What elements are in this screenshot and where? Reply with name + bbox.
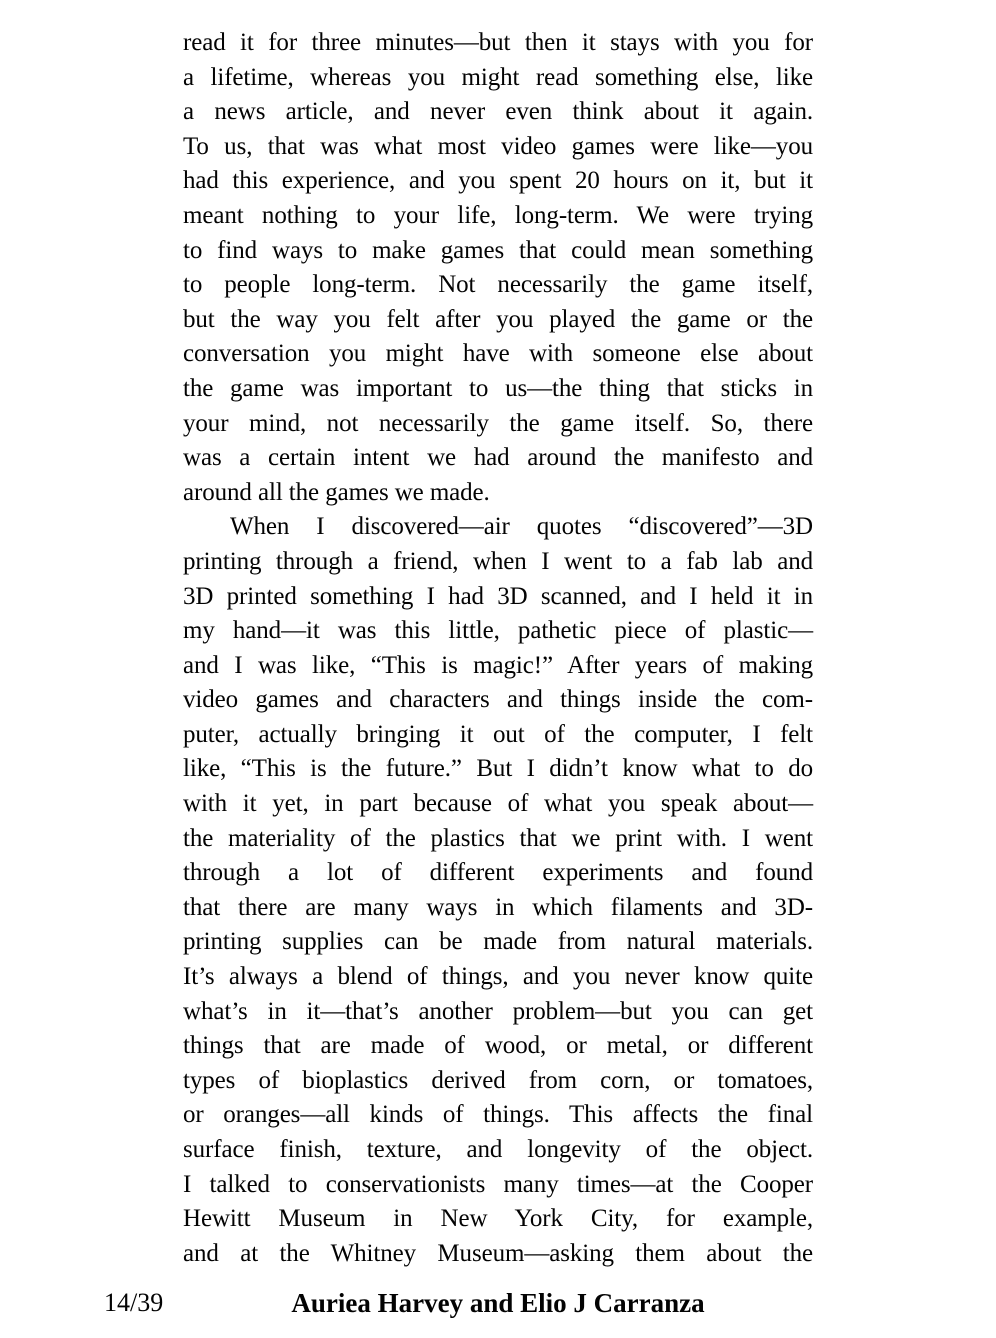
text-line: or oranges—all kinds of things. This affects the final bbox=[183, 1101, 813, 1129]
text-line: Hewitt Museum in New York City, for example, bbox=[183, 1205, 813, 1233]
text-line: 3D printed something I had 3D scanned, and I held it in bbox=[183, 582, 813, 610]
text-line: your mind, not necessarily the game itself. So, there bbox=[183, 409, 813, 437]
text-line: around all the games we made. bbox=[183, 478, 490, 506]
text-line: meant nothing to your life, long-term. We were trying bbox=[183, 201, 813, 229]
text-line: surface finish, texture, and longevity of the object. bbox=[183, 1136, 813, 1163]
text-line: When I discovered—air quotes “discovered”—3D bbox=[230, 513, 813, 541]
text-line: what’s in it—that’s another problem—but you can get bbox=[183, 997, 813, 1025]
text-line: and I was like, “This is magic!” After years of making bbox=[183, 651, 813, 679]
text-line: types of bioplastics derived from corn, or tomatoes, bbox=[183, 1066, 813, 1094]
text-line: It’s always a blend of things, and you never know quite bbox=[183, 963, 813, 991]
text-line: was a certain intent we had around the manifesto and bbox=[183, 444, 813, 472]
text-line: video games and characters and things inside the com- bbox=[183, 686, 813, 714]
text-line: my hand—it was this little, pathetic piece of plastic— bbox=[183, 617, 813, 645]
text-line: a news article, and never even think about it again. bbox=[183, 98, 813, 126]
text-line: To us, that was what most video games were like—you bbox=[183, 132, 813, 160]
text-line: but the way you felt after you played the game or the bbox=[183, 305, 813, 333]
page-footer bbox=[0, 1286, 996, 1326]
body-text bbox=[183, 26, 813, 1271]
text-line: a lifetime, whereas you might read something else, like bbox=[183, 63, 813, 91]
text-line: to people long-term. Not necessarily the game itself, bbox=[183, 271, 813, 299]
text-line: printing through a friend, when I went to a fab lab and bbox=[183, 547, 813, 575]
text-line: that there are many ways in which filaments and 3D- bbox=[183, 893, 813, 921]
text-line: printing supplies can be made from natural materials. bbox=[183, 928, 813, 956]
text-line: and at the Whitney Museum—asking them about the bbox=[183, 1239, 813, 1267]
text-line: the game was important to us—the thing that sticks in bbox=[183, 374, 813, 402]
text-line: read it for three minutes—but then it stays with you for bbox=[183, 29, 813, 56]
text-line: to find ways to make games that could mean something bbox=[183, 236, 813, 264]
text-line: with it yet, in part because of what you speak about— bbox=[183, 790, 813, 818]
footer-title: Auriea Harvey and Elio J Carranza bbox=[291, 1288, 705, 1318]
text-line: conversation you might have with someone else about bbox=[183, 340, 813, 368]
text-line: puter, actually bringing it out of the computer, I felt bbox=[183, 720, 813, 748]
text-line: through a lot of different experiments and found bbox=[183, 859, 813, 887]
text-line: like, “This is the future.” But I didn’t know what to do bbox=[183, 755, 813, 783]
text-line: things that are made of wood, or metal, or different bbox=[183, 1032, 813, 1060]
text-line: I talked to conservationists many times—at the Cooper bbox=[183, 1170, 813, 1198]
text-line: had this experience, and you spent 20 hours on it, but it bbox=[183, 167, 813, 195]
text-line: the materiality of the plastics that we print with. I went bbox=[183, 824, 813, 852]
page-number: 14/39 bbox=[104, 1288, 164, 1317]
